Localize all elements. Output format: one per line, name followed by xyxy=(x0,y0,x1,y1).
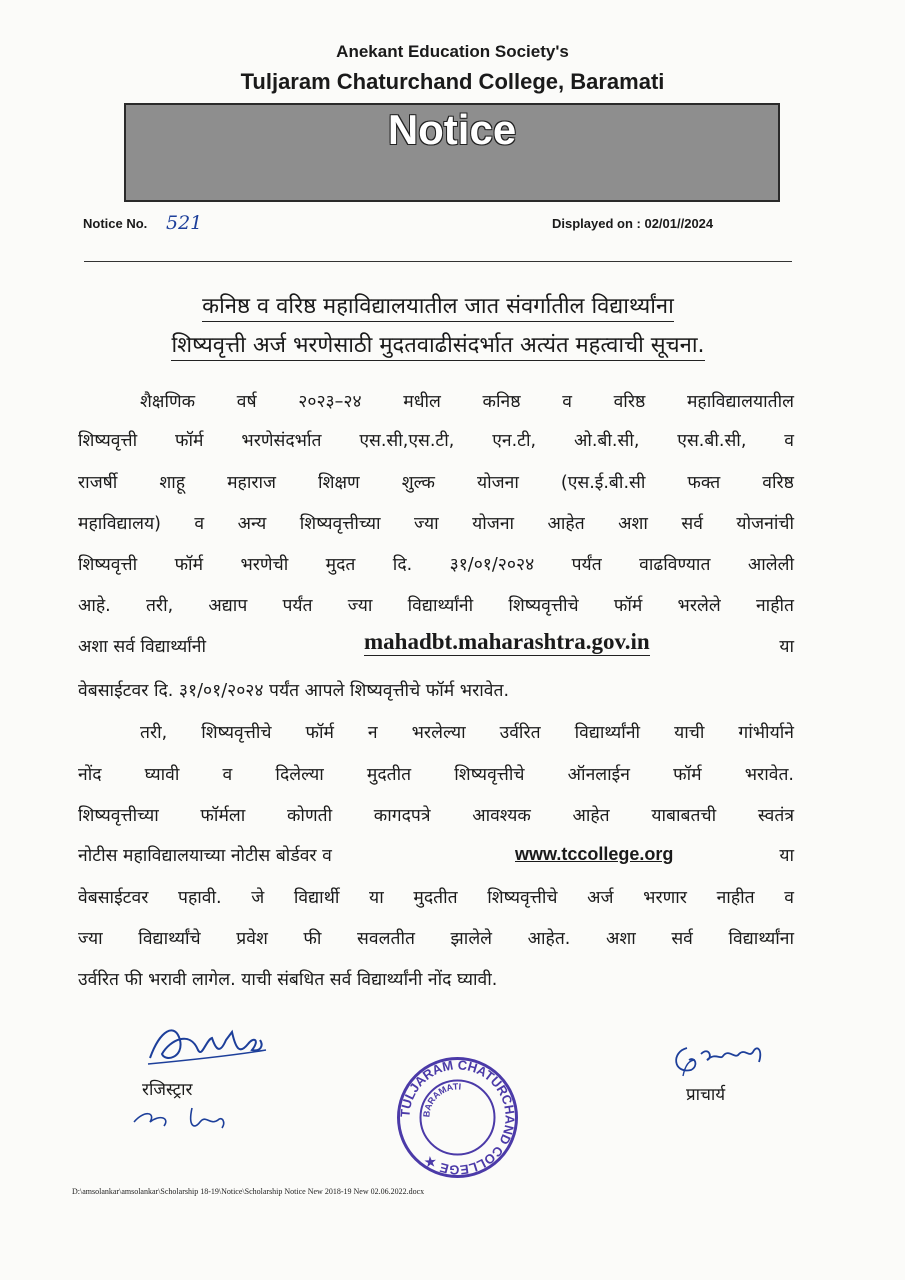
seal-outer-text: TULJARAM CHATURCHAND COLLEGE ★ xyxy=(397,1057,518,1178)
registrar-label: रजिस्ट्रार xyxy=(142,1080,193,1100)
para2-line4-text: नोटीस महाविद्यालयाच्या नोटीस बोर्डवर व xyxy=(78,846,332,866)
notice-number-handwritten: 521 xyxy=(166,212,203,234)
file-path-footer: D:\amsolankar\amsolankar\Scholarship 18-19\Notice\Scholarship Notice New 2018-19 New 02.06.2022.docx xyxy=(72,1187,425,1196)
principal-label: प्राचार्य xyxy=(686,1085,726,1105)
para2-line3: शिष्यवृत्तीच्या फॉर्मला कोणती कागदपत्रे आवश्यक आहेत याबाबतची स्वतंत्र xyxy=(78,806,794,826)
para1-line3: राजर्षी शाहू महाराज शिक्षण शुल्क योजना (एस.ई.बी.सी फक्त वरिष्ठ xyxy=(78,473,794,493)
para1-line2: शिष्यवृत्ती फॉर्म भरणेसंदर्भात एस.सी,एस.टी, एन.टी, ओ.बी.सी, एस.बी.सी, व xyxy=(78,431,794,451)
para1-line7-text: अशा सर्व विद्यार्थ्यांनी xyxy=(78,637,206,657)
para2-line1: तरी, शिष्यवृत्तीचे फॉर्म न भरलेल्या उर्वरित विद्यार्थ्यांनी याची गांभीर्याने xyxy=(140,723,794,743)
registrar-signature xyxy=(140,1010,270,1070)
para2-line2: नोंद घ्यावी व दिलेल्या मुदतीत शिष्यवृत्तीचे ऑनलाईन फॉर्म भरावेत. xyxy=(78,765,794,785)
para2-line5: वेबसाईटवर पहावी. जे विद्यार्थी या मुदतीत शिष्यवृत्तीचे अर्ज भरणार नाहीत व xyxy=(78,888,794,908)
tccollege-link[interactable]: www.tccollege.org xyxy=(515,844,674,864)
para1-line6: आहे. तरी, अद्याप पर्यंत ज्या विद्यार्थ्यांनी शिष्यवृत्तीचे फॉर्म भरलेले नाहीत xyxy=(78,596,794,616)
notice-heading-line1: कनिष्ठ व वरिष्ठ महाविद्यालयातील जात संवर्गातील विद्यार्थ्यांना xyxy=(83,290,793,320)
notice-heading-line2: शिष्यवृत्ती अर्ज भरणेसाठी मुदतवाढीसंदर्भात अत्यंत महत्वाची सूचना. xyxy=(83,329,793,359)
para1-line5: शिष्यवृत्ती फॉर्म भरणेची मुदत दि. ३१/०१/२०२४ पर्यंत वाढविण्यात आलेली xyxy=(78,555,794,575)
para1-line1: शैक्षणिक वर्ष २०२३–२४ मधील कनिष्ठ व वरिष्ठ महाविद्यालयातील xyxy=(140,392,794,412)
para2-line6: ज्या विद्यार्थ्यांचे प्रवेश फी सवलतीत झालेले आहेत. अशा सर्व विद्यार्थ्यांना xyxy=(78,929,794,949)
seal-inner-text: BARAMATI xyxy=(421,1081,462,1118)
svg-text:BARAMATI xyxy=(421,1081,461,1117)
displayed-on-date: Displayed on : 02/01//2024 xyxy=(552,216,714,231)
para2-line4 xyxy=(78,843,794,875)
college-seal-stamp xyxy=(395,1055,520,1180)
notice-number-label: Notice No. xyxy=(83,216,148,231)
notice-banner-title: Notice xyxy=(387,106,517,153)
para1-line4: महाविद्यालय) व अन्य शिष्यवृत्तीच्या ज्या योजना आहेत अशा सर्व योजनांची xyxy=(78,514,794,534)
para1-line7 xyxy=(78,629,794,670)
para2-line4-end: या xyxy=(779,846,794,866)
college-name: Tuljaram Chaturchand College, Baramati xyxy=(240,69,665,94)
society-name: Anekant Education Society's xyxy=(336,42,569,61)
principal-signature xyxy=(665,1030,775,1085)
para2-line7: उर्वरित फी भरावी लागेल. याची संबधित सर्व विद्यार्थ्यांनी नोंद घ्यावी. xyxy=(78,970,498,990)
header-divider xyxy=(84,261,792,262)
mahadbt-link[interactable]: mahadbt.maharashtra.gov.in xyxy=(364,629,650,654)
registrar-initials xyxy=(130,1102,230,1134)
para1-line7-end: या xyxy=(779,637,794,657)
para1-line8: वेबसाईटवर दि. ३१/०१/२०२४ पर्यंत आपले शिष्यवृत्तीचे फॉर्म भरावेत. xyxy=(78,681,510,701)
